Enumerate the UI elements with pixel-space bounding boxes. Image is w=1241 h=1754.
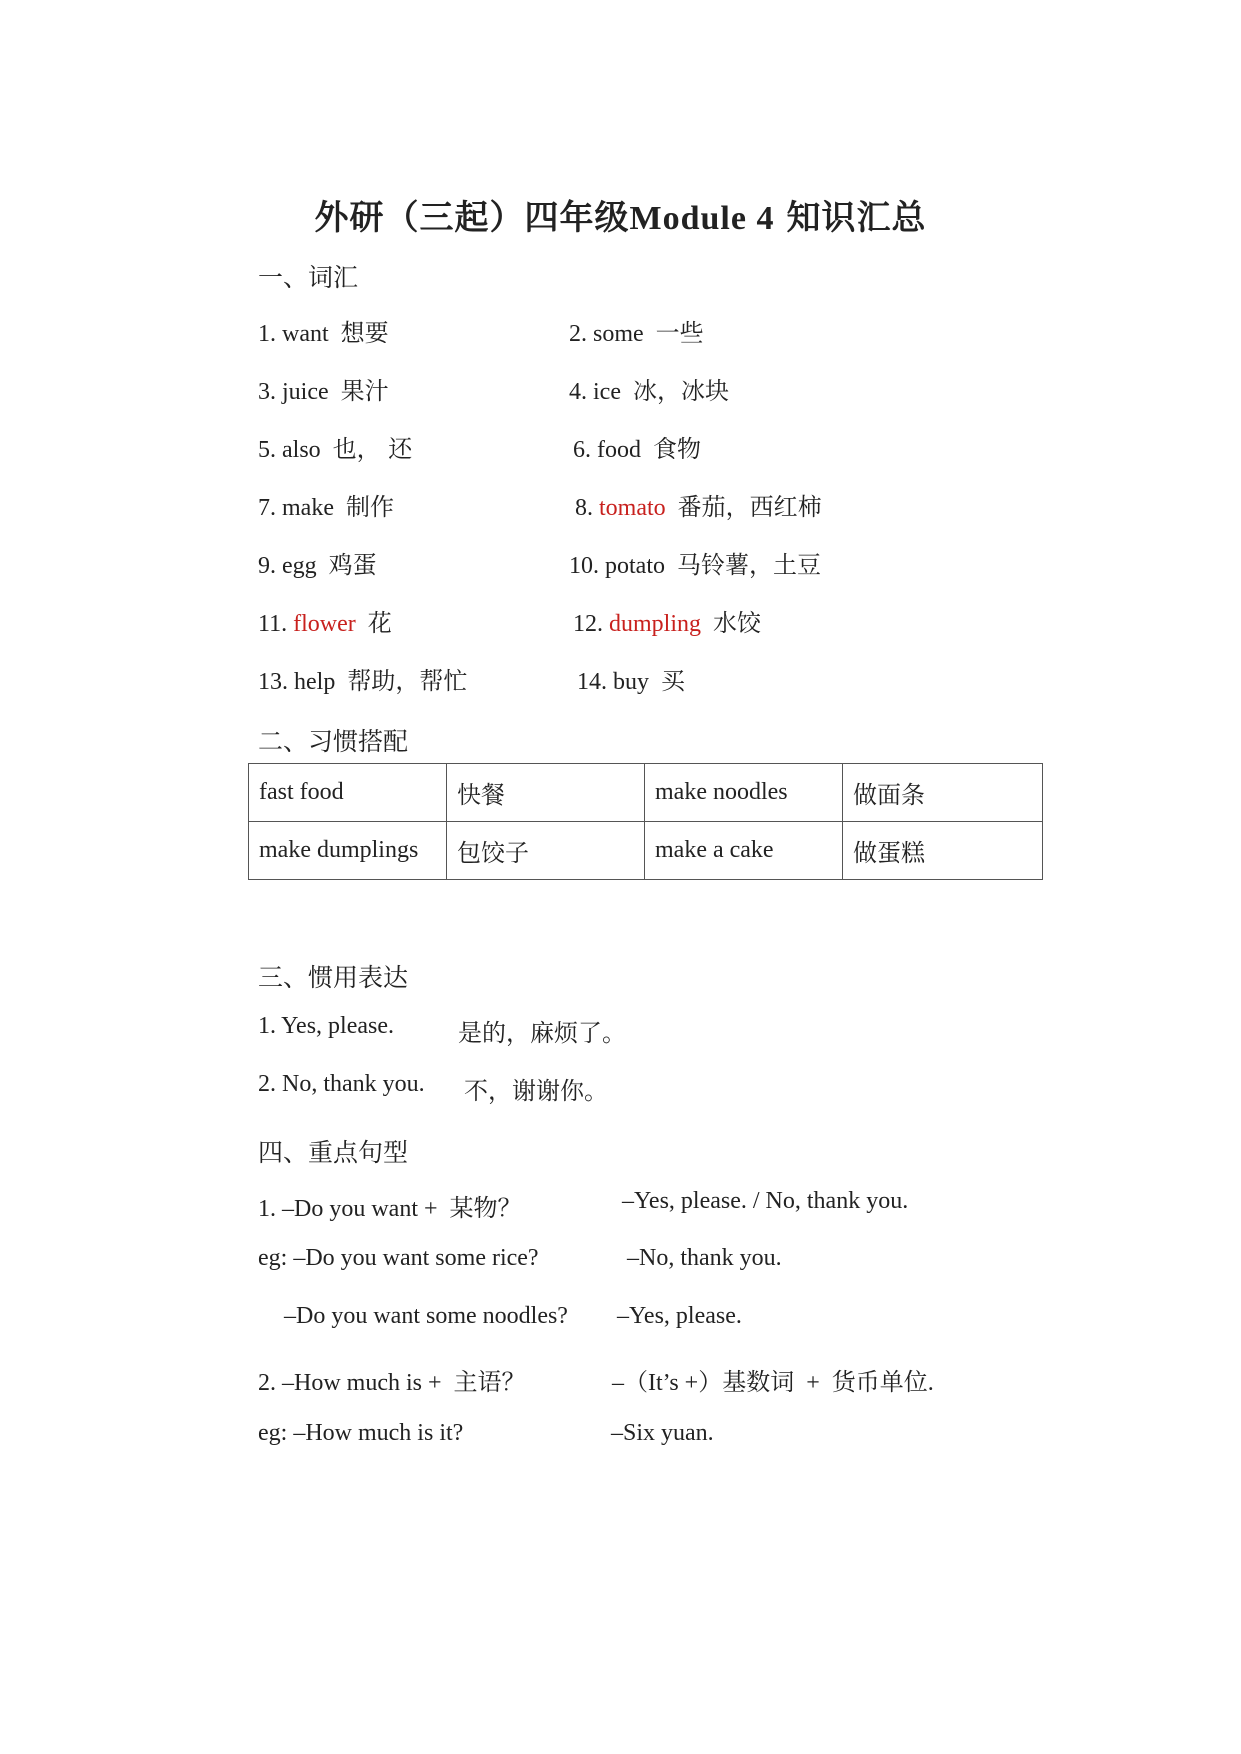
expression-cn: 是的，麻烦了。 [458, 1019, 626, 1047]
vocab-num: 11. [258, 611, 288, 637]
vocab-en: food [597, 437, 641, 463]
pattern-answer-plus: + [806, 1370, 820, 1396]
vocab-en: make [282, 495, 334, 521]
vocab-num: 1. [258, 321, 276, 347]
vocab-num: 5. [258, 437, 276, 463]
vocab-en: some [593, 321, 644, 347]
vocab-num: 12. [573, 611, 603, 637]
vocab-en: buy [613, 669, 649, 695]
vocab-cn: 果汁 [340, 377, 389, 405]
vocab-num: 3. [258, 379, 276, 405]
vocab-cn: 也， 还 [332, 435, 413, 463]
pattern-answer: –（It’s +） [612, 1370, 723, 1396]
example-answer: –Yes, please. [617, 1303, 742, 1329]
page-title [0, 190, 1241, 239]
pattern-answer: –Yes, please. / No, thank you. [622, 1188, 909, 1214]
vocab-en: juice [282, 379, 329, 405]
table-cell: 快餐 [447, 764, 645, 822]
vocab-cn: 想要 [340, 319, 389, 347]
vocab-num: 2. [569, 321, 587, 347]
vocab-cn: 帮助，帮忙 [347, 667, 468, 695]
expression-en: 2. No, thank you. [258, 1071, 425, 1097]
vocab-en: help [294, 669, 336, 695]
vocab-num: 13. [258, 669, 288, 695]
vocab-en-highlight: tomato [599, 495, 666, 521]
table-row [249, 822, 1043, 880]
vocab-cn: 番茄，西红柿 [677, 493, 822, 521]
pattern-question-cn: 主语？ [453, 1368, 526, 1396]
vocab-cn: 一些 [655, 319, 704, 347]
vocab-en-highlight: dumpling [609, 611, 702, 637]
pattern-answer-cn: 基数词 [722, 1368, 795, 1396]
table-cell: 做面条 [843, 764, 1043, 822]
pattern-answer-cn: 货币单位 [831, 1368, 928, 1396]
vocab-en: also [282, 437, 321, 463]
vocab-cn: 买 [661, 667, 685, 695]
example-answer: –Six yuan. [611, 1420, 714, 1446]
pattern-question: 2. –How much is + [258, 1370, 442, 1396]
table-cell: make noodles [645, 764, 843, 822]
example-question: eg: –Do you want some rice? [258, 1245, 539, 1271]
collocation-table [248, 763, 1043, 880]
vocab-cn: 马铃薯，土豆 [677, 551, 821, 579]
example-answer: –No, thank you. [627, 1245, 782, 1271]
title-suffix: 知识汇总 [786, 198, 927, 238]
vocab-cn: 食物 [653, 435, 701, 463]
vocab-num: 14. [577, 669, 607, 695]
vocab-en: egg [282, 553, 317, 579]
vocab-num: 6. [573, 437, 591, 463]
table-cell: make a cake [645, 822, 843, 880]
table-cell: fast food [249, 764, 447, 822]
table-row [249, 764, 1043, 822]
expression-cn: 不，谢谢你。 [464, 1077, 608, 1105]
vocab-num: 4. [569, 379, 587, 405]
example-question: eg: –How much is it? [258, 1420, 464, 1446]
title-module: Module 4 [629, 200, 775, 237]
section-heading-vocab: 一、词汇 [258, 263, 359, 292]
vocab-en: potato [605, 553, 665, 579]
vocab-cn: 鸡蛋 [328, 551, 377, 579]
table-cell: 包饺子 [447, 822, 645, 880]
vocab-cn: 制作 [345, 493, 394, 521]
vocab-en-highlight: flower [293, 611, 356, 637]
section-heading-collocations: 二、习惯搭配 [258, 727, 409, 756]
vocab-num: 10. [569, 553, 599, 579]
example-question: –Do you want some noodles? [284, 1303, 568, 1329]
expression-en: 1. Yes, please. [258, 1013, 394, 1039]
vocab-num: 7. [258, 495, 276, 521]
pattern-question-cn: 某物？ [449, 1194, 522, 1222]
vocab-en: want [282, 321, 329, 347]
vocab-cn: 水饺 [713, 609, 762, 637]
vocab-num: 8. [575, 495, 593, 521]
pattern-answer-dot: . [927, 1370, 934, 1396]
title-prefix: 外研（三起）四年级 [314, 198, 630, 238]
vocab-cn: 冰，冰块 [632, 377, 729, 405]
vocab-cn: 花 [367, 609, 392, 637]
section-heading-expressions: 三、惯用表达 [258, 963, 409, 992]
vocab-num: 9. [258, 553, 276, 579]
pattern-question: 1. –Do you want + [258, 1196, 438, 1222]
section-heading-patterns: 四、重点句型 [258, 1138, 409, 1167]
table-cell: 做蛋糕 [843, 822, 1043, 880]
table-cell: make dumplings [249, 822, 447, 880]
vocab-en: ice [593, 379, 621, 405]
